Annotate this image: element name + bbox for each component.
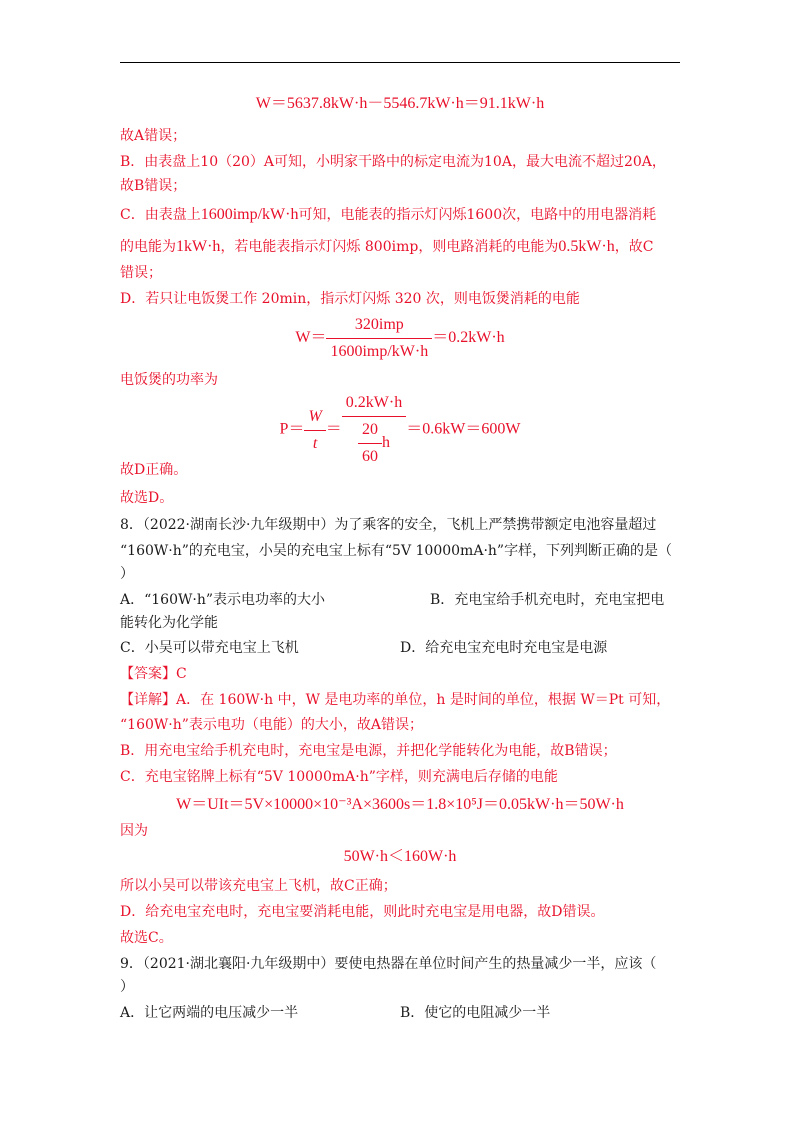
q8-stem-line3: ） [120, 566, 134, 582]
eq3-lhs: P＝ [279, 420, 305, 438]
text-a-wrong: 故A错误； [120, 128, 187, 144]
q8-option-b-line1: B．充电宝给手机充电时，充电宝把电 [430, 592, 665, 608]
eq3-mid: ＝ [325, 420, 342, 438]
text-c-line1-b: 可知，电能表的指示灯闪烁1600次，电路中的用电器消耗 [298, 207, 657, 223]
text-c-line1 [120, 205, 656, 225]
equation-power-bank-energy: W＝UIt＝5V×10000×10⁻³A×3600s＝1.8×10⁵J＝0.05kW·h＝50W·h [176, 796, 624, 813]
q8-detail-d: D．给充电宝充电时，充电宝要消耗电能，则此时充电宝是用电器，故D错误。 [120, 904, 605, 920]
eq3-unit-h: h [382, 434, 391, 452]
q8-conclusion: 所以小吴可以带该充电宝上飞机，故C正确； [120, 878, 397, 894]
math-1kwh: 1kW·h [176, 238, 221, 255]
text-c-line2 [120, 237, 653, 257]
text-because: 因为 [120, 823, 148, 839]
text-power-intro: 电饭煲的功率为 [120, 372, 218, 388]
equation-energy-difference: W＝5637.8kW·h－5546.7kW·h＝91.1kW·h [255, 95, 545, 112]
equation-comparison: 50W·h＜160W·h [343, 848, 457, 865]
q9-option-a: A．让它两端的电压减少一半 [120, 1005, 299, 1021]
eq2-fraction [326, 314, 432, 363]
q8-option-d: D．给充电宝充电时充电宝是电源 [400, 640, 608, 656]
math-0-5kwh: 0.5kW·h [558, 238, 615, 255]
q9-option-b: B．使它的电阻减少一半 [400, 1005, 551, 1021]
text-c-line2-c: ，故C [614, 239, 654, 255]
eq3-inner-den: 60 [362, 448, 379, 465]
q8-stem-line2: “160W·h”的充电宝，小吴的充电宝上标有“5V 10000mA·h”字样，下列判断正确的是（ [120, 543, 673, 559]
text-c-line3: 错误； [120, 265, 162, 281]
eq3-f1-num: W [304, 406, 325, 431]
q8-option-b-line2: 能转化为化学能 [120, 615, 218, 631]
text-d-right: 故D正确。 [120, 462, 188, 478]
q8-answer: 【答案】C [120, 666, 187, 682]
eq3-fraction-w-over-t [304, 406, 325, 455]
eq2-rhs: ＝0.2kW·h [432, 329, 505, 347]
q8-option-a: A．“160W·h”表示电功率的大小 [120, 592, 326, 608]
q9-stem-line1: 9．（2021·湖北襄阳·九年级期中）要使电热器在单位时间产生的热量减少一半，应该（ [120, 956, 657, 972]
eq2-numerator: 320imp [326, 314, 432, 339]
q8-detail-line1: 【详解】A．在 160W·h 中，W 是电功率的单位，h 是时间的单位，根据 W＝Pt 可知， [120, 692, 671, 708]
q8-detail-line3: B．用充电宝给手机充电时，充电宝是电源，并把化学能转化为电能，故B错误； [120, 743, 617, 759]
q9-stem-line2: ） [120, 979, 134, 995]
equation-rice-cooker-energy [0, 314, 800, 363]
text-choose-d: 故选D。 [120, 490, 174, 506]
q8-option-c: C．小吴可以带充电宝上飞机 [120, 640, 299, 656]
eq3-fraction-energy-over-time [342, 392, 406, 468]
eq3-f1-den: t [312, 434, 318, 452]
text-c-line2-a: 的电能为 [120, 239, 176, 255]
q8-choose-c: 故选C。 [120, 930, 173, 946]
q8-detail-line2: “160W·h”表示电功（电能）的大小，故A错误； [120, 717, 424, 733]
text-c-line1-a: C．由表盘上 [120, 207, 201, 223]
equation-rice-cooker-power [0, 392, 800, 468]
header-rule [120, 62, 680, 63]
eq3-f2-den [342, 417, 406, 468]
text-b-line2: 故B错误； [120, 178, 187, 194]
q8-detail-line4: C．充电宝铭牌上标有“5V 10000mA·h”字样，则充满电后存储的电能 [120, 769, 558, 785]
text-c-line2-b: ，若电能表指示灯闪烁 800imp，则电路消耗的电能为 [220, 239, 559, 255]
math-imp-per-kwh: 1600imp/kW·h [200, 206, 299, 223]
text-b-line1: B．由表盘上10（20）A可知，小明家干路中的标定电流为10A，最大电流不超过20A， [120, 154, 666, 170]
eq3-rhs: ＝0.6kW＝600W [406, 420, 521, 438]
eq2-denominator: 1600imp/kW·h [330, 343, 429, 360]
eq3-inner-num: 20 [358, 419, 382, 444]
eq3-f2-num: 0.2kW·h [342, 392, 406, 417]
eq3-inner-fraction [358, 419, 382, 468]
q8-stem-line1: 8．（2022·湖南长沙·九年级期中）为了乘客的安全，飞机上严禁携带额定电池容量超过 [120, 517, 657, 533]
text-d-line1: D．若只让电饭煲工作 20min，指示灯闪烁 320 次，则电饭煲消耗的电能 [120, 291, 580, 307]
eq2-lhs: W＝ [295, 329, 327, 347]
